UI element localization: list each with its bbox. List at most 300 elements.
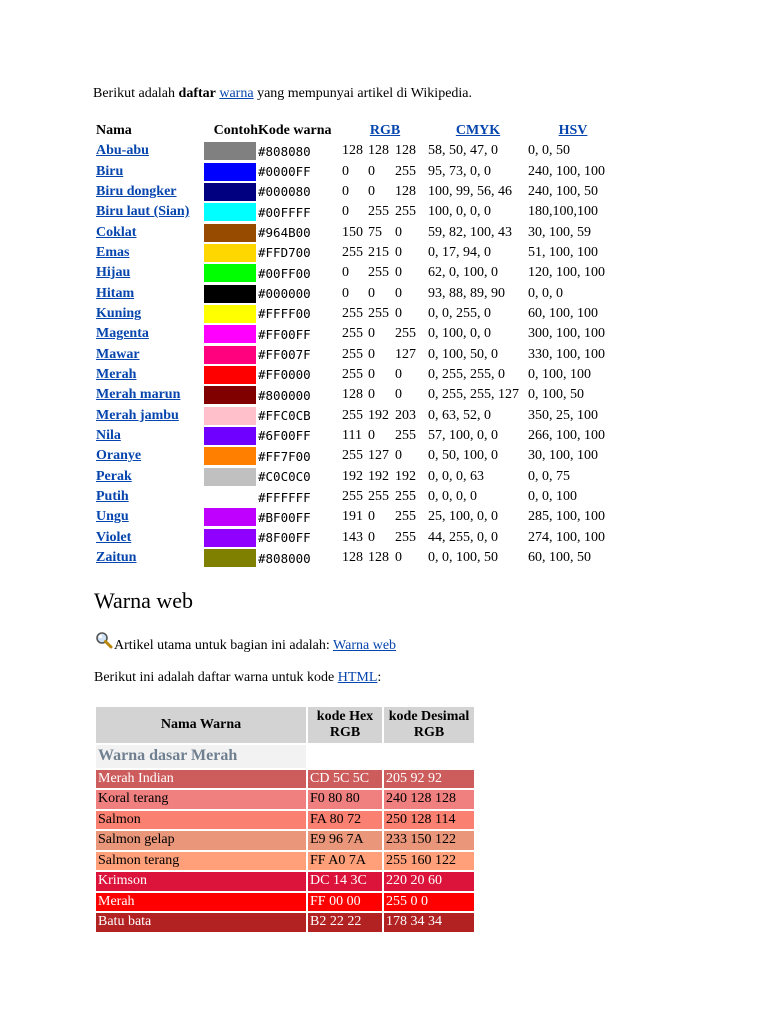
color-swatch: [204, 468, 256, 486]
hex-code-cell: #808000: [258, 550, 311, 566]
web-color-name: Koral terang: [96, 790, 306, 809]
rgb-g-value: 128: [368, 550, 389, 566]
color-row: [94, 283, 618, 303]
cmyk-cell: 0, 0, 100, 50: [428, 550, 498, 566]
para-text-post: :: [377, 670, 382, 685]
rgb-r-value: 128: [342, 143, 363, 159]
hsv-cell: 285, 100, 100: [528, 509, 605, 525]
color-name-cell: [94, 548, 204, 568]
color-swatch: [204, 529, 256, 547]
rgb-r-value: 255: [342, 346, 363, 362]
cmyk-cell: 59, 82, 100, 43: [428, 224, 512, 240]
swatch-cell: [204, 507, 258, 527]
swatch-cell: [204, 182, 258, 202]
rgb-g-value: 0: [368, 387, 375, 403]
rgb-b-value: 255: [395, 204, 416, 220]
web-color-decimal: 250 128 114: [384, 811, 474, 830]
web-color-hex: FF A0 7A: [308, 852, 382, 871]
color-name-cell: [94, 467, 204, 487]
web-color-decimal: 220 20 60: [384, 872, 474, 891]
para-text-pre: Berikut ini adalah daftar warna untuk kode: [94, 670, 338, 685]
swatch-cell: [204, 426, 258, 446]
hsv-cell: 120, 100, 100: [528, 265, 605, 281]
rgb-cell: [342, 243, 428, 263]
web-color-row: [96, 770, 474, 789]
rgb-r-value: 111: [342, 427, 362, 443]
hex-code-cell: #800000: [258, 387, 311, 403]
color-name-link[interactable]: Putih: [96, 489, 129, 505]
swatch-cell: [204, 548, 258, 568]
hex-code-cell: #BF00FF: [258, 509, 311, 525]
rgb-cell: [342, 426, 428, 446]
rgb-b-value: 0: [395, 387, 402, 403]
color-name-link[interactable]: Merah: [96, 366, 137, 382]
swatch-cell: [204, 161, 258, 181]
hsv-cell: 0, 100, 100: [528, 366, 591, 382]
rgb-cell: [342, 365, 428, 385]
color-name-cell: [94, 161, 204, 181]
color-swatch: [204, 224, 256, 242]
section-heading: Warna web: [94, 588, 194, 613]
hsv-cell: 0, 100, 50: [528, 387, 584, 403]
rgb-cell: [342, 141, 428, 161]
rgb-r-value: 143: [342, 529, 363, 545]
rgb-cell: [342, 405, 428, 425]
cmyk-cell: 0, 63, 52, 0: [428, 407, 491, 423]
web-color-body: [96, 745, 474, 932]
color-name-link[interactable]: Biru dongker: [96, 183, 177, 199]
web-color-row: [96, 811, 474, 830]
hex-code-cell: #8F00FF: [258, 530, 311, 546]
rgb-r-value: 255: [342, 366, 363, 382]
hex-code-cell: #00FFFF: [258, 204, 311, 220]
color-row: [94, 304, 618, 324]
color-row: [94, 385, 618, 405]
header-rgb: [342, 121, 428, 141]
rgb-b-value: 127: [395, 346, 416, 362]
header-kode-warna: Kode warna: [258, 123, 332, 138]
color-name-link[interactable]: Merah jambu: [96, 407, 179, 423]
hex-code-cell: #964B00: [258, 225, 311, 241]
color-row: [94, 548, 618, 568]
swatch-cell: [204, 263, 258, 283]
web-color-name: Krimson: [96, 872, 306, 891]
rgb-r-value: 255: [342, 448, 363, 464]
rgb-r-value: 255: [342, 305, 363, 321]
rgb-cell: [342, 161, 428, 181]
color-name-cell: [94, 405, 204, 425]
rgb-g-value: 0: [368, 366, 375, 382]
color-swatch: [204, 264, 256, 282]
hex-code-cell: #FF0000: [258, 367, 311, 383]
rgb-b-value: 0: [395, 285, 402, 301]
rgb-g-value: 255: [368, 305, 389, 321]
color-name-cell: [94, 528, 204, 548]
color-name-cell: [94, 507, 204, 527]
web-color-decimal: 240 128 128: [384, 790, 474, 809]
color-name-link[interactable]: Violet: [96, 529, 132, 545]
cmyk-cell: 25, 100, 0, 0: [428, 509, 498, 525]
color-name-link[interactable]: Hijau: [96, 265, 131, 281]
color-name-cell: [94, 324, 204, 344]
web-color-hex: E9 96 7A: [308, 831, 382, 850]
color-row: [94, 222, 618, 242]
web-color-hex: B2 22 22: [308, 913, 382, 932]
color-swatch: [204, 386, 256, 404]
swatch-cell: [204, 141, 258, 161]
color-name-link[interactable]: Hitam: [96, 285, 135, 301]
warna-link[interactable]: warna: [219, 86, 254, 101]
color-name-cell: [94, 385, 204, 405]
color-swatch: [204, 346, 256, 364]
cmyk-cell: 62, 0, 100, 0: [428, 265, 498, 281]
web-color-header-row: [96, 707, 474, 743]
color-name-cell: [94, 283, 204, 303]
rgb-cell: [342, 487, 428, 507]
rgb-r-value: 255: [342, 407, 363, 423]
hsv-cell: 30, 100, 100: [528, 448, 598, 464]
hex-code-cell: #FF007F: [258, 347, 311, 363]
swatch-cell: [204, 467, 258, 487]
color-swatch: [204, 508, 256, 526]
cmyk-cell: 44, 255, 0, 0: [428, 529, 498, 545]
color-row: [94, 507, 618, 527]
color-name-cell: [94, 446, 204, 466]
color-name-link[interactable]: Kuning: [96, 305, 142, 321]
color-name-cell: [94, 344, 204, 364]
web-color-name: Batu bata: [96, 913, 306, 932]
rgb-g-value: 255: [368, 265, 389, 281]
rgb-g-value: 0: [368, 183, 375, 199]
warna-web-link[interactable]: Warna web: [333, 638, 397, 653]
color-row: [94, 182, 618, 202]
rgb-g-value: 215: [368, 244, 389, 260]
header-cmyk: [428, 121, 528, 141]
color-row: [94, 487, 618, 507]
hsv-cell: 60, 100, 100: [528, 305, 598, 321]
cmyk-cell: 0, 50, 100, 0: [428, 448, 498, 464]
color-name-link[interactable]: Nila: [96, 427, 121, 443]
hex-code-cell: #6F00FF: [258, 428, 311, 444]
color-row: [94, 426, 618, 446]
rgb-g-value: 0: [368, 285, 375, 301]
color-list-table: [94, 121, 618, 568]
color-name-cell: [94, 365, 204, 385]
rgb-g-value: 0: [368, 509, 375, 525]
color-row: [94, 324, 618, 344]
rgb-g-value: 128: [368, 143, 389, 159]
web-color-row: [96, 872, 474, 891]
color-table-header-row: [94, 121, 618, 141]
rgb-cell: [342, 385, 428, 405]
color-swatch: [204, 325, 256, 343]
rgb-g-value: 192: [368, 407, 389, 423]
color-row: [94, 243, 618, 263]
cmyk-cell: 58, 50, 47, 0: [428, 143, 498, 159]
hsv-cell: 274, 100, 100: [528, 529, 605, 545]
hex-code-cell: #00FF00: [258, 265, 311, 281]
web-color-hex: FA 80 72: [308, 811, 382, 830]
swatch-cell: [204, 487, 258, 507]
color-name-cell: [94, 182, 204, 202]
rgb-g-value: 0: [368, 529, 375, 545]
color-name-link[interactable]: Coklat: [96, 224, 137, 240]
main-article-note: [94, 631, 396, 654]
hex-code-cell: #FFD700: [258, 245, 311, 261]
color-row: [94, 528, 618, 548]
rgb-b-value: 0: [395, 550, 402, 566]
swatch-cell: [204, 243, 258, 263]
hsv-cell: 350, 25, 100: [528, 407, 598, 423]
html-link[interactable]: HTML: [337, 670, 378, 685]
color-swatch: [204, 447, 256, 465]
color-name-link[interactable]: Magenta: [96, 326, 149, 342]
note-text: Artikel utama untuk bagian ini adalah:: [114, 638, 334, 653]
rgb-r-value: 150: [342, 224, 363, 240]
intro-text-pre: Berikut adalah: [93, 86, 179, 101]
color-name-link[interactable]: Ungu: [96, 509, 129, 525]
web-color-decimal: 205 92 92: [384, 770, 474, 789]
hsv-cell: 240, 100, 50: [528, 183, 598, 199]
hex-code-cell: #000080: [258, 184, 311, 200]
rgb-b-value: 255: [395, 163, 416, 179]
color-swatch: [204, 163, 256, 181]
color-row: [94, 365, 618, 385]
web-color-row: [96, 831, 474, 850]
rgb-r-value: 0: [342, 265, 349, 281]
rgb-link[interactable]: RGB: [369, 123, 401, 138]
rgb-r-value: 255: [342, 244, 363, 260]
color-row: [94, 202, 618, 222]
swatch-cell: [204, 446, 258, 466]
cmyk-cell: 100, 0, 0, 0: [428, 204, 491, 220]
rgb-b-value: 0: [395, 244, 402, 260]
color-name-link[interactable]: Biru: [96, 163, 124, 179]
cmyk-cell: 0, 100, 0, 0: [428, 326, 491, 342]
color-name-link[interactable]: Perak: [96, 468, 132, 484]
group-empty-cell: [308, 745, 382, 768]
cmyk-cell: 95, 73, 0, 0: [428, 163, 491, 179]
cmyk-cell: 0, 0, 0, 63: [428, 468, 484, 484]
intro-paragraph: [93, 86, 472, 102]
rgb-g-value: 0: [368, 346, 375, 362]
swatch-cell: [204, 202, 258, 222]
hsv-cell: 0, 0, 0: [528, 285, 563, 301]
rgb-cell: [342, 202, 428, 222]
hsv-cell: 51, 100, 100: [528, 244, 598, 260]
hsv-cell: 0, 0, 100: [528, 489, 577, 505]
swatch-cell: [204, 385, 258, 405]
rgb-b-value: 0: [395, 305, 402, 321]
color-name-cell: [94, 222, 204, 242]
color-name-cell: [94, 263, 204, 283]
header-contoh: Contoh: [213, 123, 258, 138]
color-name-link[interactable]: Merah marun: [96, 387, 181, 403]
rgb-b-value: 192: [395, 468, 416, 484]
header-kode-desimal: kode Desimal RGB: [384, 707, 474, 743]
color-name-cell: [94, 304, 204, 324]
hsv-cell: 0, 0, 75: [528, 468, 570, 484]
hsv-cell: 300, 100, 100: [528, 326, 605, 342]
cmyk-cell: 0, 255, 255, 127: [428, 387, 519, 403]
web-color-name: Merah Indian: [96, 770, 306, 789]
color-swatch: [204, 203, 256, 221]
rgb-g-value: 0: [368, 427, 375, 443]
swatch-cell: [204, 365, 258, 385]
rgb-b-value: 0: [395, 448, 402, 464]
rgb-r-value: 128: [342, 550, 363, 566]
rgb-cell: [342, 446, 428, 466]
hex-code-cell: #808080: [258, 143, 311, 159]
hsv-cell: 60, 100, 50: [528, 550, 591, 566]
color-name-cell: [94, 141, 204, 161]
color-swatch: [204, 183, 256, 201]
html-list-paragraph: [94, 670, 381, 686]
color-row: [94, 161, 618, 181]
rgb-b-value: 128: [395, 183, 416, 199]
web-color-decimal: 233 150 122: [384, 831, 474, 850]
rgb-b-value: 255: [395, 489, 416, 505]
color-swatch: [204, 366, 256, 384]
cmyk-cell: 93, 88, 89, 90: [428, 285, 505, 301]
hex-code-cell: #000000: [258, 286, 311, 302]
web-color-table: [94, 705, 476, 934]
color-swatch: [204, 549, 256, 567]
color-row: [94, 467, 618, 487]
hsv-link[interactable]: HSV: [558, 123, 588, 138]
cmyk-cell: 57, 100, 0, 0: [428, 427, 498, 443]
rgb-b-value: 0: [395, 265, 402, 281]
swatch-cell: [204, 222, 258, 242]
color-name-link[interactable]: Abu-abu: [96, 143, 149, 159]
hsv-cell: 330, 100, 100: [528, 346, 605, 362]
rgb-b-value: 128: [395, 143, 416, 159]
rgb-r-value: 0: [342, 183, 349, 199]
color-swatch: [204, 488, 256, 506]
cmyk-cell: 0, 255, 255, 0: [428, 366, 505, 382]
hsv-cell: 266, 100, 100: [528, 427, 605, 443]
web-color-decimal: 255 0 0: [384, 893, 474, 912]
color-table-body: [94, 141, 618, 568]
hex-code-cell: #FF00FF: [258, 326, 311, 342]
rgb-r-value: 0: [342, 204, 349, 220]
web-color-row: [96, 790, 474, 809]
hex-code-cell: #0000FF: [258, 164, 311, 180]
rgb-cell: [342, 528, 428, 548]
intro-text-post: yang mempunyai artikel di Wikipedia.: [253, 86, 473, 101]
rgb-b-value: 0: [395, 224, 402, 240]
color-row: [94, 141, 618, 161]
color-row: [94, 344, 618, 364]
hex-code-cell: #FFFFFF: [258, 489, 311, 505]
rgb-cell: [342, 548, 428, 568]
rgb-b-value: 255: [395, 326, 416, 342]
rgb-cell: [342, 263, 428, 283]
swatch-cell: [204, 528, 258, 548]
color-name-cell: [94, 243, 204, 263]
color-swatch: [204, 427, 256, 445]
color-row: [94, 446, 618, 466]
rgb-cell: [342, 507, 428, 527]
color-name-link[interactable]: Zaitun: [96, 550, 137, 566]
rgb-b-value: 255: [395, 529, 416, 545]
rgb-b-value: 203: [395, 407, 416, 423]
web-color-hex: CD 5C 5C: [308, 770, 382, 789]
rgb-cell: [342, 467, 428, 487]
rgb-g-value: 127: [368, 448, 389, 464]
color-swatch: [204, 407, 256, 425]
header-nama-warna: Nama Warna: [96, 707, 306, 743]
magnifier-icon: [94, 631, 114, 651]
web-color-decimal: 178 34 34: [384, 913, 474, 932]
swatch-cell: [204, 324, 258, 344]
web-color-row: [96, 893, 474, 912]
rgb-b-value: 255: [395, 509, 416, 525]
cmyk-cell: 0, 100, 50, 0: [428, 346, 498, 362]
web-color-name: Salmon gelap: [96, 831, 306, 850]
web-color-hex: DC 14 3C: [308, 872, 382, 891]
cmyk-cell: 0, 0, 255, 0: [428, 305, 491, 321]
cmyk-cell: 100, 99, 56, 46: [428, 183, 512, 199]
rgb-r-value: 0: [342, 285, 349, 301]
header-nama: Nama: [96, 123, 132, 138]
cmyk-link[interactable]: CMYK: [455, 123, 501, 138]
rgb-g-value: 0: [368, 163, 375, 179]
color-name-link[interactable]: Oranye: [96, 448, 142, 464]
header-hsv: [528, 121, 618, 141]
header-kode-hex: kode Hex RGB: [308, 707, 382, 743]
color-name-cell: [94, 202, 204, 222]
hex-code-cell: #FFC0CB: [258, 408, 311, 424]
rgb-cell: [342, 344, 428, 364]
swatch-cell: [204, 405, 258, 425]
color-swatch: [204, 142, 256, 160]
color-name-cell: [94, 487, 204, 507]
color-swatch: [204, 285, 256, 303]
rgb-r-value: 192: [342, 468, 363, 484]
rgb-r-value: 255: [342, 489, 363, 505]
web-color-name: Salmon: [96, 811, 306, 830]
web-color-row: [96, 913, 474, 932]
color-name-link[interactable]: Mawar: [96, 346, 140, 362]
color-name-link[interactable]: Biru laut (Sian): [96, 204, 190, 220]
swatch-cell: [204, 304, 258, 324]
rgb-g-value: 75: [368, 224, 382, 240]
swatch-cell: [204, 283, 258, 303]
web-color-hex: F0 80 80: [308, 790, 382, 809]
web-color-name: Salmon terang: [96, 852, 306, 871]
web-color-row: [96, 852, 474, 871]
hsv-cell: 180,100,100: [528, 204, 598, 220]
rgb-r-value: 0: [342, 163, 349, 179]
group-row: [96, 745, 474, 768]
color-name-link[interactable]: Emas: [96, 244, 130, 260]
hex-code-cell: #FF7F00: [258, 448, 311, 464]
hex-code-cell: #FFFF00: [258, 306, 311, 322]
group-empty-cell: [384, 745, 474, 768]
intro-bold-word: daftar: [178, 86, 216, 101]
rgb-g-value: 0: [368, 326, 375, 342]
color-swatch: [204, 305, 256, 323]
cmyk-cell: 0, 17, 94, 0: [428, 244, 491, 260]
rgb-g-value: 192: [368, 468, 389, 484]
web-color-hex: FF 00 00: [308, 893, 382, 912]
color-row: [94, 263, 618, 283]
web-color-name: Merah: [96, 893, 306, 912]
hsv-cell: 0, 0, 50: [528, 143, 570, 159]
rgb-r-value: 191: [342, 509, 363, 525]
rgb-r-value: 128: [342, 387, 363, 403]
